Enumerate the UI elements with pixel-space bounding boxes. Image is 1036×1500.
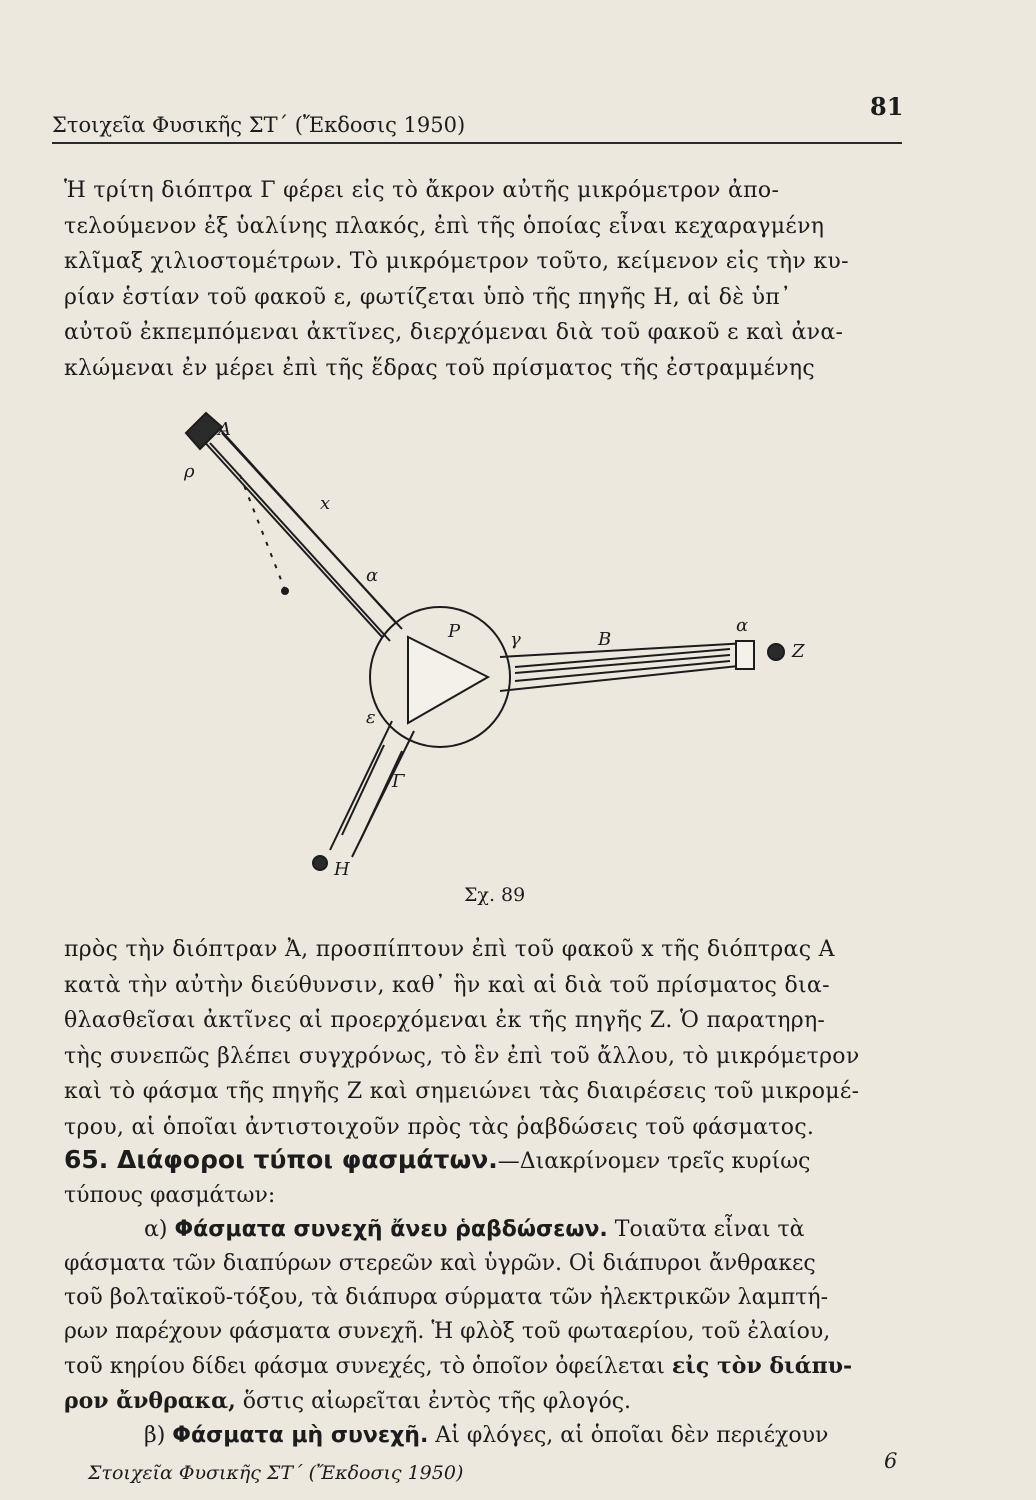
text-line: καὶ τὸ φάσμα τῆς πηγῆς Ζ καὶ σημειώνει τὰς διαιρέσεις τοῦ μικρομέ- [64,1079,860,1104]
scale-telescope-gamma [313,721,414,870]
text-line: κλώμεναι ἐν μέρει ἐπὶ τῆς ἕδρας τοῦ πρίσματος τῆς ἐστραμμένης [64,355,816,381]
item-b-rest: Αἱ φλόγες, αἱ ὁποῖαι δὲν περιέχουν [428,1423,829,1448]
text-line: ρων παρέχουν φάσματα συνεχῆ. Ἡ φλὸξ τοῦ φωταερίου, τοῦ ἐλαίου, [64,1319,831,1344]
text-line: τελούμενον ἐξ ὑαλίνης πλακός, ἐπὶ τῆς ὁποίας εἶναι κεχαραγμένη [64,213,825,239]
label-a: A [218,419,231,440]
text-line: τρου, αἱ ὁποῖαι ἀντιστοιχοῦν πρὸς τὰς ῥαβδώσεις τοῦ φάσματος. [64,1114,815,1140]
prism [408,637,488,723]
header-rule [52,142,902,144]
label-b: B [598,629,612,650]
item-b-label: β) [144,1423,173,1448]
text-line: θλασθεῖσαι ἀκτῖνες αἱ προερχόμεναι ἐκ τῆς πηγῆς Ζ. Ὁ παρατηρη- [64,1008,826,1033]
label-alpha-upper: α [366,565,379,586]
text-line: τοῦ βολταϊκοῦ-τόξου, τὰ διάπυρα σύρματα τῶν ἠλεκτρικῶν λαμπτή- [64,1285,829,1310]
running-header-title: Στοιχεῖα Φυσικῆς ΣΤ΄ (Ἔκδοσις 1950) [52,113,466,137]
section-65 [64,1143,934,1453]
label-x: x [320,493,331,514]
label-p: P [448,621,461,642]
text-line [64,1349,934,1384]
footer-title: Στοιχεῖα Φυσικῆς ΣΤ΄ (Ἔκδοσις 1950) [88,1462,464,1484]
item-a-title: Φάσματα συνεχῆ ἄνευ ῥαβδώσεων. [174,1217,608,1242]
line6-plain: ὅστις αἰωρεῖται ἐντὸς τῆς φλογός. [235,1389,632,1414]
text-line: Ἡ τρίτη διόπτρα Γ φέρει εἰς τὸ ἄκρον αὐτῆς μικρόμετρον ἀπο- [64,178,780,203]
text-line [64,1384,934,1419]
text-line: αὐτοῦ ἐκπεμπόμεναι ἀκτῖνες, διερχόμεναι διὰ τοῦ φακοῦ ε καὶ ἀνα- [64,320,844,345]
section-lead: —Διακρίνομεν τρεῖς κυρίως [497,1149,811,1174]
line6-bold: ρον ἄνθρακα, [64,1388,236,1414]
text-line: ρίαν ἑστίαν τοῦ φακοῦ ε, φωτίζεται ὑπὸ τῆς πηγῆς Η, αἱ δὲ ὑπ᾿ [64,284,792,310]
label-z: Z [792,641,805,662]
item-a-label: α) [144,1217,175,1242]
text-line: πρὸς τὴν διόπτραν Ἀ, προσπίπτουν ἐπὶ τοῦ φακοῦ x τῆς διόπτρας Α [64,937,835,962]
collimator-b [500,641,784,691]
label-epsilon: ε [366,707,376,728]
telescope-a [186,413,402,641]
label-alpha-right: α [736,615,749,636]
section-heading-line [64,1143,934,1179]
text-line: τύπους φασμάτων: [64,1183,276,1208]
label-gamma-small: γ [510,629,521,650]
signature-number: 6 [884,1449,898,1473]
label-h: H [334,859,350,880]
page-number: 81 [870,92,904,121]
label-gamma-capital: Γ [392,771,405,792]
paragraph-spectroscope-scale [64,173,914,386]
text-line: φάσματα τῶν διαπύρων στερεῶν καὶ ὑγρῶν. Οἱ διάπυροι ἄνθρακες [64,1251,816,1276]
item-b-heading-line [64,1419,934,1453]
section-heading: 65. Διάφοροι τύποι φασμάτων. [64,1145,498,1174]
spectroscope-diagram [170,405,840,885]
label-rho: ρ [184,461,195,482]
paragraph-observation [64,932,914,1145]
line5-bold: εἰς τὸν διάπυ- [671,1353,853,1379]
figure-caption: Σχ. 89 [464,884,526,906]
item-a-rest: Τοιαῦτα εἶναι τὰ [607,1217,805,1242]
text-line: κατὰ τὴν αὐτὴν διεύθυνσιν, καθ᾿ ἣν καὶ αἱ διὰ τοῦ πρίσματος δια- [64,972,830,998]
text-line: κλῖμαξ χιλιοστομέτρων. Τὸ μικρόμετρον τοῦτο, κείμενον εἰς τὴν κυ- [64,249,849,274]
point-marker [282,588,288,594]
item-b-title: Φάσματα μὴ συνεχῆ. [172,1423,429,1448]
item-a-heading-line [64,1213,934,1247]
line5-plain: τοῦ κηρίου δίδει φάσμα συνεχές, τὸ ὁποῖον ὀφείλεται [64,1354,672,1379]
text-line: τὴς συνεπῶς βλέπει συγχρόνως, τὸ ἓν ἐπὶ τοῦ ἄλλου, τὸ μικρόμετρον [64,1043,860,1069]
